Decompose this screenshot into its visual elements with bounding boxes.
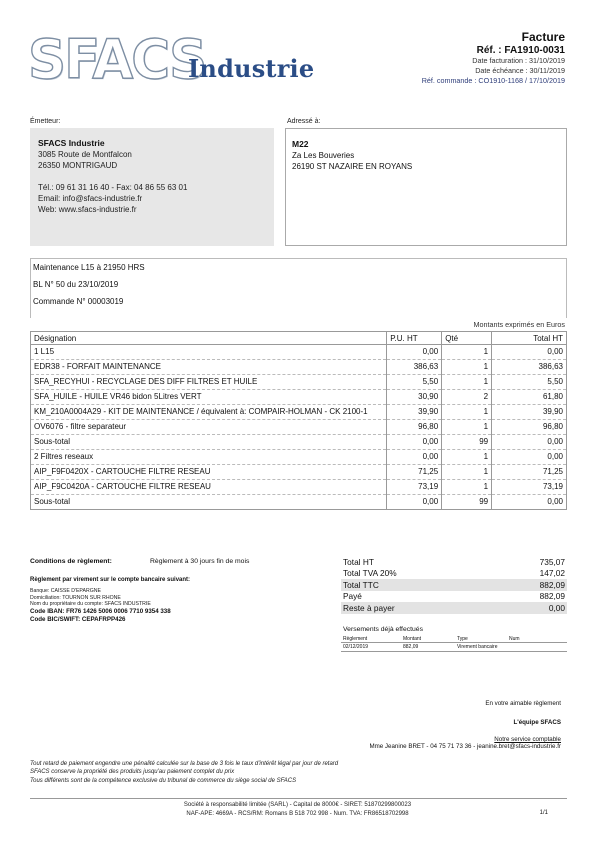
conditions-label: Conditions de règlement: [30, 558, 112, 565]
emitter-box [30, 128, 274, 246]
payment-date: 02/12/2019 [341, 643, 401, 652]
signoff-contact: Mme Jeanine BRET - 04 75 71 73 36 - jeanine.bret@sfacs-industrie.fr [369, 743, 561, 750]
cell-total: 39,90 [492, 405, 567, 420]
currency-note: Montants exprimés en Euros [473, 320, 565, 329]
page-number: 1/1 [539, 810, 548, 816]
cell-unit-price: 386,63 [387, 360, 442, 375]
signoff-service: Notre service comptable [494, 736, 561, 743]
table-row [31, 450, 567, 465]
cell-unit-price: 30,90 [387, 390, 442, 405]
company-logo [28, 28, 318, 91]
cell-unit-price: 71,25 [387, 465, 442, 480]
cell-designation: Sous-total [31, 435, 387, 450]
cell-quantity: 1 [442, 345, 492, 360]
conditions-value: Règlement à 30 jours fin de mois [150, 558, 250, 565]
total-label: Reste à payer [341, 602, 491, 614]
col-header-total: Total HT [492, 332, 567, 345]
cell-total: 386,63 [492, 360, 567, 375]
cell-unit-price: 96,80 [387, 420, 442, 435]
cell-total: 0,00 [492, 435, 567, 450]
cell-total: 0,00 [492, 345, 567, 360]
cell-designation: AIP_F9F0420X - CARTOUCHE FILTRE RESEAU [31, 465, 387, 480]
total-value: 147,02 [539, 568, 565, 579]
cell-designation: KM_210A0004A29 - KIT DE MAINTENANCE / équivalent à: COMPAIR-HOLMAN - CK 2100-1 [31, 405, 387, 420]
cell-total: 71,25 [492, 465, 567, 480]
col-header-unit-price: P.U. HT [387, 332, 442, 345]
cell-unit-price: 39,90 [387, 405, 442, 420]
footer-line: NAF-APE: 4669A - RCS/RM: Romans B 518 702 998 - Num. TVA: FR86518702998 [186, 811, 409, 817]
invoice-date: Date facturation : 31/10/2019 [472, 56, 565, 65]
cell-designation: AIP_F9C0420A - CARTOUCHE FILTRE RESEAU [31, 480, 387, 495]
due-date: Date échéance : 30/11/2019 [475, 66, 565, 75]
cell-unit-price: 73,19 [387, 480, 442, 495]
total-label: Payé [343, 591, 362, 602]
bank-details [30, 588, 171, 624]
payment-conditions [30, 558, 250, 565]
table-row [31, 405, 567, 420]
invoice-header [422, 30, 565, 86]
footer-line: Société à responsabilité limitée (SARL) - Capital de 8000€ - SIRET: 51870299800023 [183, 802, 412, 808]
bank-name: Banque: CAISSE D'EPARGNE [30, 588, 101, 594]
cell-designation: SFA_HUILE - HUILE VR46 bidon 5Litres VERT [31, 390, 387, 405]
payment-type: Virement bancaire [455, 643, 507, 652]
memo-line: BL N° 50 du 23/10/2019 [33, 280, 119, 289]
payments-col-num: Num [507, 636, 567, 643]
cell-quantity: 1 [442, 480, 492, 495]
cell-quantity: 1 [442, 420, 492, 435]
addressee-label: Adressé à: [287, 118, 321, 125]
emitter-name: SFACS Industrie [38, 138, 105, 148]
totals-table [341, 556, 567, 614]
total-value: 882,09 [539, 591, 565, 602]
logo-subtitle: Industrie [188, 54, 315, 83]
table-row [31, 435, 567, 450]
total-label: Total HT [343, 556, 374, 567]
cell-total: 73,19 [492, 480, 567, 495]
payments-col-amount: Montant [401, 636, 455, 643]
cell-total: 96,80 [492, 420, 567, 435]
signoff-greeting: En votre aimable règlement [485, 700, 561, 707]
line-items-table [30, 331, 567, 510]
bank-account-owner: Nom du propriétaire du compte: SFACS INDUSTRIE [30, 601, 151, 608]
emitter-address-line: 26350 MONTRIGAUD [38, 161, 118, 170]
addressee-box [285, 128, 567, 246]
total-value: 0,00 [491, 602, 567, 614]
cell-quantity: 99 [442, 435, 492, 450]
signoff [369, 700, 561, 750]
table-row [31, 375, 567, 390]
cell-designation: 1 L15 [31, 345, 387, 360]
bank-domiciliation: Domiciliation: TOURNON SUR RHONE [30, 594, 121, 601]
emitter-email: Email: info@sfacs-industrie.fr [38, 194, 143, 203]
addressee-address-line: 26190 ST NAZAIRE EN ROYANS [292, 162, 413, 171]
col-header-quantity: Qté [442, 332, 492, 345]
emitter-phone: Tél.: 09 61 31 16 40 - Fax: 04 86 55 63 01 [38, 183, 188, 192]
logo-mark: SFACS [28, 28, 206, 91]
bank-bic: Code BIC/SWIFT: CEPAFRPP426 [30, 615, 126, 623]
table-row [31, 345, 567, 360]
cell-total: 5,50 [492, 375, 567, 390]
cell-quantity: 1 [442, 360, 492, 375]
document-title: Facture [521, 30, 565, 44]
bank-heading: Règlement par virement sur le compte bancaire suivant: [30, 577, 191, 583]
footer-divider [30, 798, 567, 799]
memo-line: Maintenance L15 à 21950 HRS [33, 263, 145, 272]
cell-designation: Sous-total [31, 495, 387, 510]
signoff-team: L'équipe SFACS [513, 719, 561, 726]
payment-amount: 882,09 [401, 643, 455, 652]
legal-note: SFACS conserve la propriété des produits jusqu'au paiement complet du prix [30, 769, 235, 776]
cell-quantity: 1 [442, 405, 492, 420]
invoice-reference: Réf. : FA1910-0031 [476, 45, 565, 56]
cell-unit-price: 0,00 [387, 345, 442, 360]
payment-num [507, 643, 567, 652]
cell-quantity: 1 [442, 465, 492, 480]
total-row [341, 602, 567, 614]
table-row [31, 390, 567, 405]
total-value: 882,09 [491, 579, 567, 591]
legal-note: Tout retard de paiement engendre une pénalité calculée sur la base de 3 fois le taux d'intérêt légal par jour de retard [30, 761, 339, 767]
table-row [31, 360, 567, 375]
total-label: Total TVA 20% [343, 568, 397, 579]
emitter-label: Émetteur: [30, 118, 61, 125]
cell-unit-price: 0,00 [387, 435, 442, 450]
order-reference: Réf. commande : CO1910-1168 / 17/10/2019 [421, 76, 565, 85]
cell-unit-price: 5,50 [387, 375, 442, 390]
cell-unit-price: 0,00 [387, 450, 442, 465]
payment-row [341, 643, 567, 652]
cell-quantity: 1 [442, 375, 492, 390]
payments-col-date: Règlement [341, 636, 401, 643]
emitter-address-line: 3085 Route de Montfalcon [38, 150, 132, 159]
cell-total: 0,00 [492, 450, 567, 465]
table-header-row [31, 332, 567, 345]
addressee-name: M22 [292, 139, 309, 149]
cell-quantity: 99 [442, 495, 492, 510]
addressee-address-line: Za Les Bouveries [292, 151, 355, 160]
cell-total: 0,00 [492, 495, 567, 510]
cell-unit-price: 0,00 [387, 495, 442, 510]
col-header-designation: Désignation [31, 332, 387, 345]
total-label: Total TTC [341, 579, 491, 591]
total-value: 735,07 [539, 556, 565, 567]
emitter-web: Web: www.sfacs-industrie.fr [38, 205, 137, 214]
payments-table [341, 636, 567, 652]
table-row [31, 480, 567, 495]
cell-designation: SFA_RECYHUI - RECYCLAGE DES DIFF FILTRES ET HUILE [31, 375, 387, 390]
cell-designation: 2 Filtres reseaux [31, 450, 387, 465]
cell-quantity: 1 [442, 450, 492, 465]
total-row [341, 591, 567, 603]
memo-line: Commande N° 00003019 [33, 297, 124, 306]
total-row [341, 556, 567, 568]
payments-col-type: Type [455, 636, 507, 643]
payments-label: Versements déjà effectués [343, 626, 423, 633]
memo-box [30, 258, 567, 318]
total-row [341, 568, 567, 580]
table-row [31, 465, 567, 480]
table-row [31, 420, 567, 435]
footer [0, 801, 595, 819]
total-row [341, 579, 567, 591]
legal-notes [30, 760, 338, 785]
legal-note: Tous différents sont de la compétence exclusive du tribunal de commerce du siège social de SFACS [30, 777, 297, 784]
bank-iban: Code IBAN: FR76 1426 5006 0006 7710 9354 338 [30, 607, 171, 615]
table-row [31, 495, 567, 510]
cell-quantity: 2 [442, 390, 492, 405]
cell-designation: OV6076 - filtre separateur [31, 420, 387, 435]
cell-designation: EDR38 - FORFAIT MAINTENANCE [31, 360, 387, 375]
cell-total: 61,80 [492, 390, 567, 405]
